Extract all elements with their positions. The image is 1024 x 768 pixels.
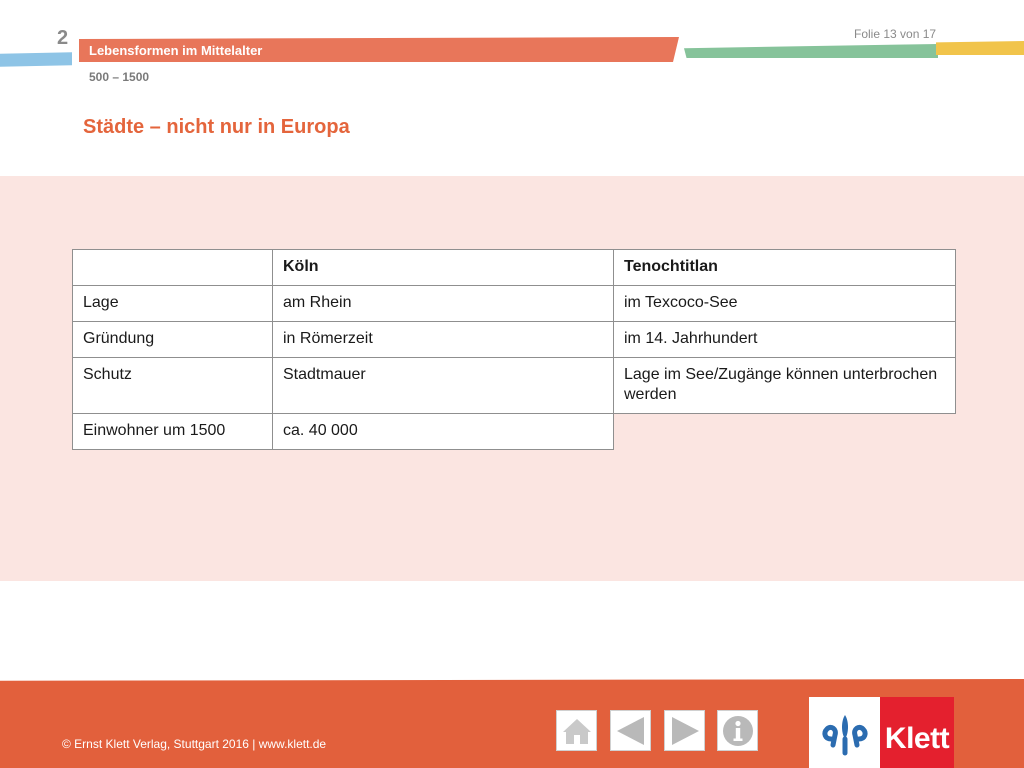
- info-button[interactable]: [717, 710, 758, 751]
- chapter-period: 500 – 1500: [89, 70, 150, 84]
- table-cell: in Römerzeit: [273, 322, 614, 358]
- chapter-number: 2: [57, 27, 69, 49]
- table-cell: Stadtmauer: [273, 358, 614, 414]
- table-cell: im 14. Jahrhundert: [614, 322, 956, 358]
- table-cell: am Rhein: [273, 286, 614, 322]
- copyright-text: © Ernst Klett Verlag, Stuttgart 2016 | www.klett.de: [62, 737, 327, 751]
- chapter-title: Lebensformen im Mittelalter: [89, 43, 263, 58]
- arrow-right-icon: [668, 714, 702, 748]
- table-row-label: Lage: [73, 286, 273, 322]
- table-row-label: Gründung: [73, 322, 273, 358]
- decor-stripe-blue: [0, 52, 72, 67]
- table-row-label: Schutz: [73, 358, 273, 414]
- table-cell-empty: [614, 414, 956, 450]
- next-slide-button[interactable]: [664, 710, 705, 751]
- previous-slide-button[interactable]: [610, 710, 651, 751]
- klett-emblem-icon: [809, 697, 880, 768]
- slide-counter: Folie 13 von 17: [854, 27, 937, 41]
- table-row: [73, 286, 956, 322]
- table-row: [73, 414, 956, 450]
- table-header-cell: Tenochtitlan: [614, 250, 956, 286]
- table-row: [73, 322, 956, 358]
- decor-stripe-yellow: [936, 41, 1024, 55]
- table-cell: im Texcoco-See: [614, 286, 956, 322]
- arrow-left-icon: [614, 714, 648, 748]
- klett-logo[interactable]: [809, 697, 954, 768]
- info-icon: [721, 714, 755, 748]
- home-button[interactable]: [556, 710, 597, 751]
- table-header-cell: [73, 250, 273, 286]
- table-cell: ca. 40 000: [273, 414, 614, 450]
- table-header-cell: Köln: [273, 250, 614, 286]
- comparison-table: [72, 249, 956, 450]
- table-header-row: [73, 250, 956, 286]
- home-icon: [561, 716, 593, 746]
- table-row: [73, 358, 956, 414]
- page-title: Städte – nicht nur in Europa: [83, 116, 350, 138]
- decor-stripe-green: [684, 44, 938, 58]
- table-cell: Lage im See/Zugänge können unterbrochen werden: [614, 358, 956, 414]
- klett-logo-text: Klett: [880, 697, 954, 768]
- table-row-label: Einwohner um 1500: [73, 414, 273, 450]
